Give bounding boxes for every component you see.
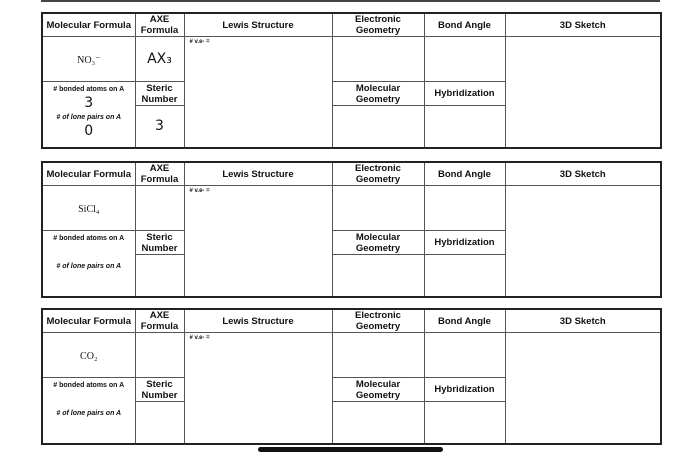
bonded-atoms-label: # bonded atoms on A: [53, 235, 125, 242]
label-steric-number: Steric Number: [135, 231, 184, 255]
electronic-geometry-cell[interactable]: [332, 37, 424, 82]
header-bond-angle: Bond Angle: [424, 13, 505, 37]
header-molecular-formula: Molecular Formula: [42, 13, 135, 37]
label-hybridization: Hybridization: [424, 378, 505, 402]
lone-pairs-label: # of lone pairs on A: [56, 114, 122, 121]
lone-pairs-label: # of lone pairs on A: [56, 410, 122, 417]
molecular-formula: SiCl₄: [78, 204, 100, 215]
axe-formula-cell[interactable]: [135, 333, 184, 378]
header-electronic-geometry: Electronic Geometry: [332, 162, 424, 186]
header-3d-sketch: 3D Sketch: [505, 13, 661, 37]
label-molecular-geometry: Molecular Geometry: [332, 378, 424, 402]
hybridization-cell[interactable]: [424, 402, 505, 444]
steric-number-cell[interactable]: [135, 255, 184, 297]
steric-number-answer: 3: [155, 118, 164, 135]
label-steric-number: Steric Number: [135, 378, 184, 402]
valence-electrons-label: # v.e- =: [189, 188, 210, 194]
axe-formula-cell[interactable]: [135, 37, 184, 82]
valence-electrons-label: # v.e- =: [189, 39, 210, 45]
header-3d-sketch: 3D Sketch: [505, 309, 661, 333]
bonded-atoms-label: # bonded atoms on A: [53, 86, 125, 93]
header-lewis-structure: Lewis Structure: [184, 162, 332, 186]
3d-sketch-cell[interactable]: [505, 186, 661, 297]
header-electronic-geometry: Electronic Geometry: [332, 13, 424, 37]
label-hybridization: Hybridization: [424, 82, 505, 106]
molecular-formula: CO₂: [80, 351, 98, 362]
hybridization-cell[interactable]: [424, 255, 505, 297]
3d-sketch-cell[interactable]: [505, 37, 661, 148]
header-3d-sketch: 3D Sketch: [505, 162, 661, 186]
molecular-formula-cell[interactable]: [42, 37, 135, 82]
header-axe-formula: AXE Formula: [135, 309, 184, 333]
lewis-structure-cell[interactable]: [184, 37, 332, 148]
axe-formula-answer: AX₃: [147, 51, 172, 67]
worksheet-block-3: [41, 308, 660, 445]
home-indicator[interactable]: [258, 447, 443, 452]
header-lewis-structure: Lewis Structure: [184, 13, 332, 37]
top-border: [41, 0, 660, 2]
bond-angle-cell[interactable]: [424, 186, 505, 231]
bonded-atoms-answer: [43, 391, 135, 407]
header-bond-angle: Bond Angle: [424, 162, 505, 186]
molecular-geometry-cell[interactable]: [332, 402, 424, 444]
header-axe-formula: AXE Formula: [135, 13, 184, 37]
lone-pairs-answer: 0: [84, 123, 94, 139]
lone-pairs-label: # of lone pairs on A: [56, 263, 122, 270]
steric-number-cell[interactable]: [135, 402, 184, 444]
header-lewis-structure: Lewis Structure: [184, 309, 332, 333]
molecular-formula-cell[interactable]: [42, 186, 135, 231]
molecular-geometry-cell[interactable]: [332, 106, 424, 148]
hybridization-cell[interactable]: [424, 106, 505, 148]
header-molecular-formula: Molecular Formula: [42, 162, 135, 186]
header-molecular-formula: Molecular Formula: [42, 309, 135, 333]
label-hybridization: Hybridization: [424, 231, 505, 255]
steric-number-cell[interactable]: [135, 106, 184, 148]
axe-formula-cell[interactable]: [135, 186, 184, 231]
molecular-formula: NO₃⁻: [77, 55, 101, 66]
electronic-geometry-cell[interactable]: [332, 333, 424, 378]
atom-counts-cell[interactable]: [42, 231, 135, 297]
header-bond-angle: Bond Angle: [424, 309, 505, 333]
bonded-atoms-answer: 3: [84, 95, 94, 111]
molecular-geometry-cell[interactable]: [332, 255, 424, 297]
atom-counts-cell[interactable]: [42, 82, 135, 148]
header-electronic-geometry: Electronic Geometry: [332, 309, 424, 333]
electronic-geometry-cell[interactable]: [332, 186, 424, 231]
label-molecular-geometry: Molecular Geometry: [332, 82, 424, 106]
lewis-structure-cell[interactable]: [184, 333, 332, 444]
molecular-formula-cell[interactable]: [42, 333, 135, 378]
bonded-atoms-answer: [43, 244, 135, 260]
bond-angle-cell[interactable]: [424, 333, 505, 378]
3d-sketch-cell[interactable]: [505, 333, 661, 444]
lewis-structure-cell[interactable]: [184, 186, 332, 297]
label-steric-number: Steric Number: [135, 82, 184, 106]
atom-counts-cell[interactable]: [42, 378, 135, 444]
bonded-atoms-label: # bonded atoms on A: [53, 382, 125, 389]
label-molecular-geometry: Molecular Geometry: [332, 231, 424, 255]
bond-angle-cell[interactable]: [424, 37, 505, 82]
worksheet-block-1: [41, 12, 660, 149]
worksheet-block-2: [41, 161, 660, 298]
header-axe-formula: AXE Formula: [135, 162, 184, 186]
valence-electrons-label: # v.e- =: [189, 335, 210, 341]
